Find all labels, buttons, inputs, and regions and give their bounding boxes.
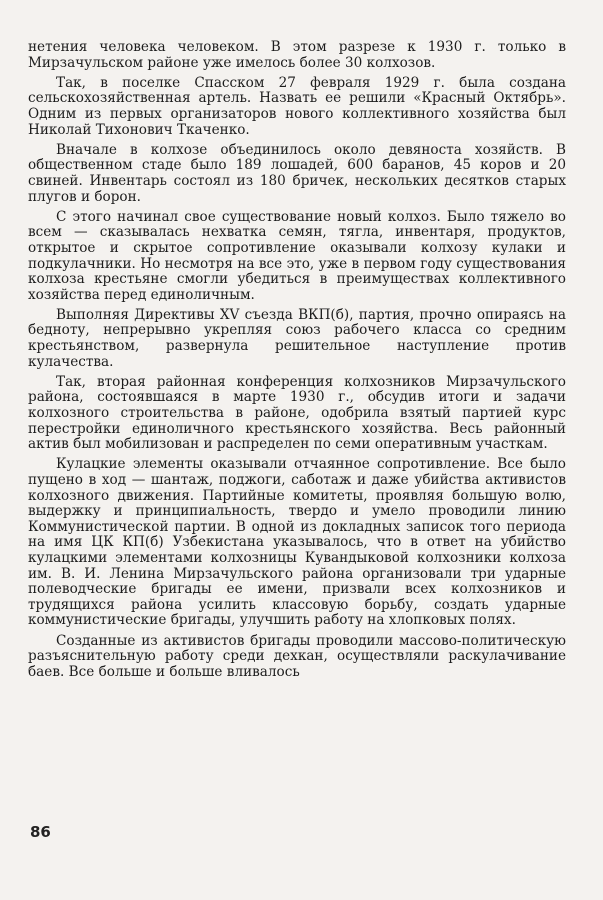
paragraph-2: Так, в поселке Спасском 27 февраля 1929 г. была создана сельскохозяйственная артель. Назвать ее решили «Красный Октябрь». Одним из первых организаторов нового коллективного хозяйства был Николай Тихонович Ткаченко. (28, 74, 566, 138)
paragraph-3: Вначале в колхозе объединилось около девяноста хозяйств. В общественном стаде было 189 лошадей, 600 баранов, 45 коров и 20 свиней. Инвентарь состоял из 180 бричек, нескольких десятков старых плугов и борон. (28, 141, 566, 205)
paragraph-6: Так, вторая районная конференция колхозников Мирзачульского района, состоявшаяся в марте 1930 г., обсудив итоги и задачи колхозного строительства в районе, одобрила взятый партией курс перестройки единоличного крестьянского хозяйства. Весь районный актив был мобилизован и распределен по семи оперативным участкам. (28, 373, 566, 453)
paragraph-5: Выполняя Директивы XV съезда ВКП(б), партия, прочно опираясь на бедноту, непрерывно укрепляя союз рабочего класса со средним крестьянством, развернула решительное наступление против кулачества. (28, 306, 566, 370)
paragraph-7: Кулацкие элементы оказывали отчаянное сопротивление. Все было пущено в ход — шантаж, поджоги, саботаж и даже убийства активистов колхозного движения. Партийные комитеты, проявляя большую волю, выдержку и принципиальность, твердо и умело проводили линию Коммунистической партии. В одной из докладных записок того периода на имя ЦК КП(б) Узбекистана указывалось, что в ответ на убийство кулацкими элементами колхозницы Кувандыковой колхозники колхоза им. В. И. Ленина Мирзачульского района организовали три ударные полеводческие бригады ее имени, призвали всех колхозников и трудящихся района усилить классовую борьбу, создать ударные коммунистические бригады, улучшить работу на хлопковых полях. (28, 456, 566, 629)
paragraph-4: С этого начинал свое существование новый колхоз. Было тяжело во всем — сказывалась нехватка семян, тягла, инвентаря, продуктов, открытое и скрытое сопротивление оказывали колхозу кулаки и подкулачники. Но несмотря на все это, уже в первом году существования колхоза крестьяне смогли убедиться в преимуществах коллективного хозяйства перед единоличным. (28, 208, 566, 303)
body-text (28, 40, 566, 685)
page-number: 86 (30, 823, 51, 841)
paragraph-8: Созданные из активистов бригады проводили массово-политическую разъяснительную работу среди дехкан, осуществляли раскулачивание баев. Все больше и больше вливалось (28, 632, 566, 680)
paragraph-1: нетения человека человеком. В этом разрезе к 1930 г. только в Мирзачульском районе уже имелось более 30 колхозов. (28, 39, 566, 71)
